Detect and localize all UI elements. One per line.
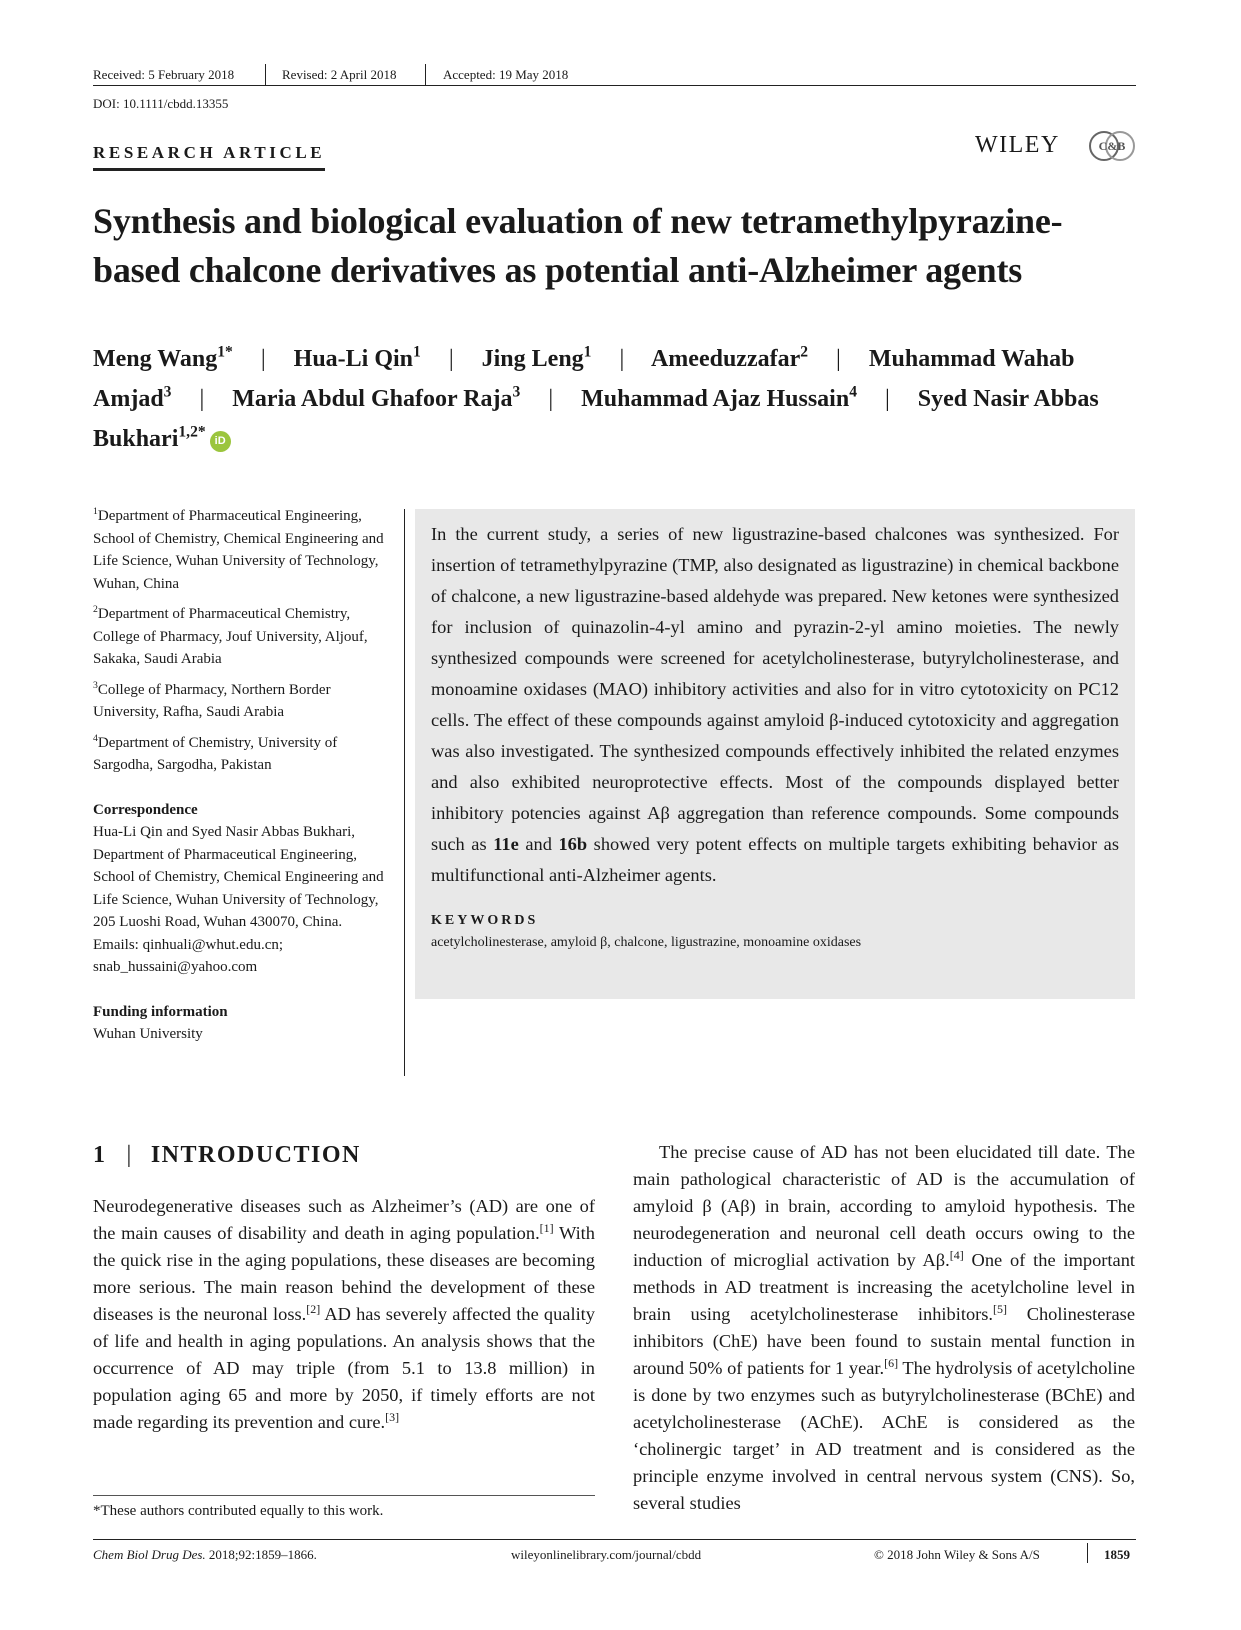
body-column-left: [93, 1193, 595, 1436]
author-affiliation-marker: 3: [163, 383, 172, 401]
author-affiliation-marker: 3: [512, 383, 521, 401]
abstract-box: [415, 509, 1135, 999]
column-divider: [404, 509, 405, 1076]
author-affiliation-marker: 1: [413, 343, 421, 361]
author-name[interactable]: Hua-Li Qin$^1$: [293, 343, 421, 372]
compound-label: 16b: [558, 834, 588, 854]
footer-separator: [1087, 1543, 1088, 1563]
journal-logo-icon: [1088, 128, 1136, 164]
date-separator: [425, 64, 426, 86]
reference-citation[interactable]: [3]: [385, 1409, 400, 1424]
reference-citation[interactable]: [6]: [884, 1355, 899, 1370]
affiliation: $^3$College of Pharmacy, Northern Border University, Rafha, Saudi Arabia: [93, 679, 331, 720]
footnote-rule: [93, 1495, 595, 1496]
author-affiliation-marker: 1,2*: [178, 423, 206, 441]
reference-citation[interactable]: [2]: [306, 1301, 321, 1316]
received-date: Received: 5 February 2018: [93, 67, 235, 82]
abstract-text-part: and: [518, 834, 559, 854]
keywords-heading: KEYWORDS: [431, 913, 539, 928]
author-name[interactable]: Muhammad Wahab Amjad$^3$: [93, 346, 1075, 412]
journal-logo-text: C&B: [1098, 139, 1126, 153]
section-title: INTRODUCTION: [150, 1142, 361, 1168]
body-paragraph: Neurodegenerative diseases such as Alzheimer’s (AD) are one of the main causes of disability and death in aging population.[1] With the quick rise in the aging populations, these diseases are becoming more serious. The main reason behind the development of these diseases is the neuronal loss.[2] AD has severely affected the quality of life and health in aging populations. An analysis shows that the occurrence of AD may triple (from 5.1 to 13.8 million) in population aging 65 and more by 2050, if timely efforts are not made regarding its prevention and cure.[3]: [93, 1196, 595, 1432]
article-title: Synthesis and biological evaluation of new tetramethylpyrazine-based chalcone derivatives as potential anti-Alzheimer agents: [93, 201, 1063, 290]
revised-date: Revised: 2 April 2018: [282, 67, 397, 82]
abstract-text-part: showed very potent effects on multiple targets exhibiting behavior as multifunctional anti-Alzheimer agents.: [431, 834, 1120, 885]
publisher-logo: WILEY: [975, 132, 1060, 158]
affiliation: $^4$Department of Chemistry, University of Sargodha, Sargodha, Pakistan: [93, 732, 338, 773]
author-name[interactable]: Maria Abdul Ghafoor Raja$^3$: [232, 383, 521, 412]
doi: DOI: 10.1111/cbdd.13355: [93, 96, 229, 111]
compound-label: 11e: [493, 834, 519, 854]
funding-heading: Funding information: [93, 1003, 228, 1020]
section-heading: [93, 1142, 361, 1169]
author-separator: |: [260, 346, 266, 372]
author-list: [93, 339, 1143, 459]
correspondence-heading: Correspondence: [93, 801, 198, 818]
side-column: [93, 505, 393, 1046]
author-affiliation-marker: 4: [849, 383, 857, 401]
citation: [93, 1547, 317, 1563]
author-separator: |: [448, 346, 454, 372]
article-dates: [93, 64, 1136, 86]
reference-citation[interactable]: [1]: [539, 1220, 554, 1235]
author-separator: |: [619, 346, 625, 372]
author-separator: |: [548, 386, 554, 412]
affiliation-number: 1: [93, 506, 98, 518]
affiliation-number: 4: [93, 732, 98, 744]
body-column-right: [633, 1139, 1135, 1517]
author-affiliation-marker: 2: [800, 343, 809, 361]
body-paragraph: The precise cause of AD has not been elucidated till date. The main pathological characteristic of AD is the accumulation of amyloid β (Aβ) in brain, according to amyloid hypothesis. The neurodegeneration and neuronal cell death occurs owing to the induction of microglial activation by Aβ.[4] One of the important methods in AD treatment is increasing the acetylcholine level in brain using acetylcholinesterase inhibitors.[5] Cholinesterase inhibitors (ChE) have been found to sustain mental function in around 50% of patients for 1 year.[6] The hydrolysis of acetylcholine is done by two enzymes such as butyrylcholinesterase (BChE) and acetylcholinesterase (AChE). AChE is considered as the ‘cholinergic target’ in AD treatment and is considered as the principle enzyme involved in central nervous system (CNS). So, several studies: [633, 1142, 1136, 1513]
author-name[interactable]: Syed Nasir Abbas Bukhari$^{1,2*}$: [93, 386, 1099, 452]
author-affiliation-marker: 1*: [217, 343, 233, 361]
affiliation: $^1$Department of Pharmaceutical Engineering, School of Chemistry, Chemical Engineering and Life Science, Wuhan University of Technology, Wuhan, China: [93, 506, 384, 592]
author-separator: |: [199, 386, 205, 412]
article-type: RESEARCH ARTICLE: [93, 143, 325, 171]
abstract-text: [431, 519, 1119, 891]
affiliation-number: 2: [93, 604, 98, 616]
correspondence-emails: Emails: qinhuali@whut.edu.cn; snab_hussaini@yahoo.com: [93, 936, 284, 975]
author-name[interactable]: Jing Leng$^1$: [481, 343, 592, 372]
citation-journal: Chem Biol Drug Des.: [93, 1547, 206, 1562]
abstract-text-part: In the current study, a series of new ligustrazine-based chalcones was synthesized. For insertion of tetramethylpyrazine (TMP, also designated as ligustrazine) in chemical backbone of chalcone, a new ligustrazine-based aldehyde was prepared. New ketones were synthesized for inclusion of quinazolin-4-yl amino and pyrazin-2-yl amino moieties. The newly synthesized compounds were screened for acetylcholinesterase, butyrylcholinesterase, and monoamine oxidases (MAO) inhibitory activities and also for in vitro cytotoxicity on PC12 cells. The effect of these compounds against amyloid β-induced cytotoxicity and aggregation was also investigated. The synthesized compounds effectively inhibited the related enzymes and also exhibited neuroprotective effects. Most of the compounds displayed better inhibitory potencies against Aβ aggregation than reference compounds. Some compounds such as: [431, 524, 1119, 854]
affiliation-number: 3: [93, 679, 98, 691]
author-separator: |: [884, 386, 890, 412]
correspondence-address: Hua-Li Qin and Syed Nasir Abbas Bukhari, Department of Pharmaceutical Engineering, School of Chemistry, Chemical Engineering and Life Science, Wuhan University of Technology, 205 Luoshi Road, Wuhan 430070, China.: [93, 824, 384, 930]
accepted-date: Accepted: 19 May 2018: [443, 67, 569, 82]
author-name[interactable]: Muhammad Ajaz Hussain$^4$: [581, 383, 857, 412]
author-separator: |: [836, 346, 841, 372]
author-name[interactable]: Ameeduzzafar$^2$: [650, 343, 809, 372]
footer-rule: [93, 1539, 1136, 1540]
affiliation: $^2$Department of Pharmaceutical Chemistry, College of Pharmacy, Jouf University, Aljouf, Sakaka, Saudi Arabia: [93, 604, 368, 667]
page-number: 1859: [1104, 1547, 1130, 1562]
section-number: 1: [93, 1142, 107, 1168]
keywords-list: acetylcholinesterase, amyloid β, chalcone, ligustrazine, monoamine oxidases: [431, 935, 862, 950]
citation-details: 2018;92:1859–1866.: [205, 1547, 317, 1562]
affiliation-list: [93, 505, 393, 777]
author-affiliation-marker: 1: [583, 343, 592, 361]
funding-text: Wuhan University: [93, 1026, 203, 1042]
author-name[interactable]: Meng Wang$^{1*}$: [93, 343, 233, 372]
date-separator: [265, 64, 266, 86]
orcid-icon[interactable]: iD: [210, 431, 231, 452]
reference-citation[interactable]: [4]: [949, 1247, 964, 1262]
footnote: *These authors contributed equally to this work.: [93, 1503, 384, 1519]
section-separator: |: [126, 1142, 133, 1168]
reference-citation[interactable]: [5]: [993, 1301, 1007, 1316]
journal-url[interactable]: wileyonlinelibrary.com/journal/cbdd: [511, 1547, 702, 1562]
copyright: © 2018 John Wiley & Sons A/S: [874, 1547, 1040, 1562]
